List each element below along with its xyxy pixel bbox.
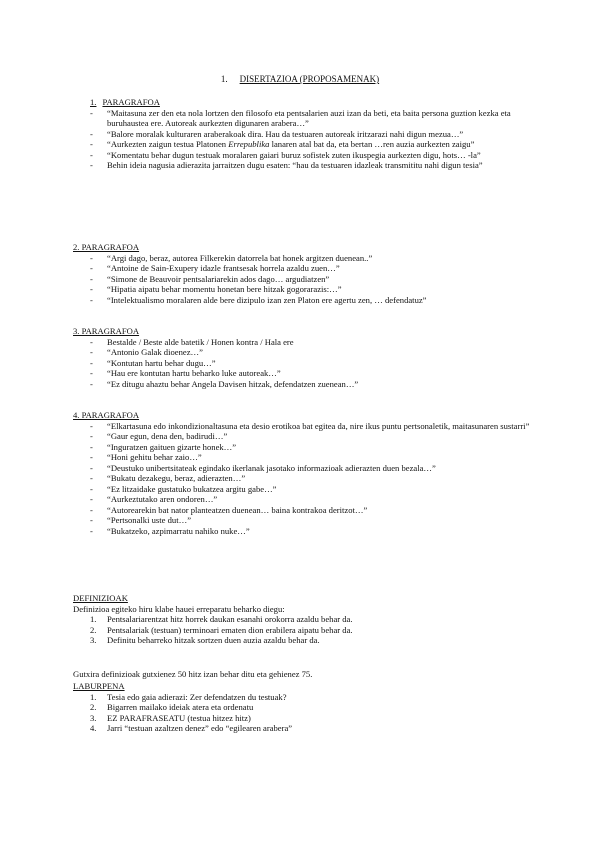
list-item — [73, 139, 543, 150]
section-paragraph-3 — [73, 326, 543, 389]
item-number: 3. — [90, 712, 97, 723]
item-text: Pentsalariak (testuan) terminoari ematen dion erabilera aipatu behar da. — [107, 624, 353, 635]
section-summary — [73, 681, 543, 734]
list-item: - “Elkartasuna edo inkondizionaltasuna eta desio erotikoa bat egitea da, nire ikus puntu pertsonaletik, maitasunaren sustarri” — [73, 421, 543, 432]
list-item: - “Deustuko unibertsitateak egindako ikerlanak jasotako informazioak adierazten duen bezala…” — [73, 463, 543, 474]
title-number: 1. — [220, 74, 228, 84]
list-item: - “Hipatia aipatu behar momentu honetan bere hitzak gogorarazis:…” — [73, 284, 543, 295]
list-item: - “Antoine de Sain-Exupery idazle frantsesak horrela azaldu zuen…” — [73, 263, 543, 274]
list-item — [73, 635, 543, 646]
document-title — [0, 74, 600, 85]
list-item: - “Hau ere kontutan hartu beharko luke autoreak…” — [73, 368, 543, 379]
section-2-list — [73, 253, 543, 306]
summary-list — [73, 692, 543, 734]
item-text: Bigarren mailako ideiak atera eta ordenatu — [107, 702, 254, 712]
list-item: - “Gaur egun, dena den, badirudi…” — [73, 431, 543, 442]
section-paragraph-2 — [73, 242, 543, 305]
item-text: Tesia edo gaia adierazi: Zer defendatzen du testuak? — [107, 691, 287, 702]
item-text: Definitu beharreko hitzak sortzen duen auzia azaldu behar da. — [107, 635, 320, 645]
section-1-number: 1. — [90, 97, 97, 107]
list-item: - “Kontutan hartu behar dugu…” — [73, 358, 543, 369]
list-item — [73, 692, 543, 703]
list-item: - “Komentatu behar dugun testuak moralaren gaiari buruz sofistek zuten ikuspegia aurkezten digu, hots… -la” — [73, 150, 543, 161]
list-item: - “Intelektualismo moralaren alde bere dizipulo izan zen Platon ere agertu zen, … defendatuz” — [73, 295, 543, 306]
list-item: - “Inguratzen gaituen gizarte honek…” — [73, 442, 543, 453]
list-item-text: “Aurkezten zaigun testua Platonen — [107, 139, 227, 149]
section-1-list — [73, 108, 543, 171]
item-number: 1. — [90, 614, 97, 624]
item-number: 4. — [90, 723, 97, 733]
item-number: 1. — [90, 691, 97, 702]
list-item: - “Simone de Beauvoir pentsalariarekin ados dago… argudiatzen” — [73, 274, 543, 285]
item-number: 2. — [90, 702, 97, 712]
item-text: Pentsalariarentzat hitz horrek daukan esanahi orokorra azaldu behar da. — [107, 614, 353, 624]
list-item: - “Ez ditugu ahaztu behar Angela Davisen hitzak, defendatzen zuenean…” — [73, 379, 543, 390]
section-paragraph-1 — [73, 97, 543, 171]
book-title: Errepublika — [228, 139, 270, 149]
summary-heading: LABURPENA — [73, 681, 125, 691]
list-item: - Bestalde / Beste alde batetik / Honen kontra / Hala ere — [73, 337, 543, 348]
section-4-list — [73, 421, 543, 537]
item-number: 2. — [90, 624, 97, 635]
list-item — [73, 702, 543, 713]
list-item: - “Bukatu dezakegu, beraz, adierazten…” — [73, 473, 543, 484]
list-item-text-rest: lanaren atal bat da, eta bertan …ren auzia aurkezten zaigu” — [269, 139, 475, 149]
item-text: Jarri “testuan azaltzen denez” edo “egilearen arabera” — [107, 723, 293, 733]
list-item — [73, 723, 543, 734]
list-item — [73, 625, 543, 636]
title-text: DISERTAZIOA (PROPOSAMENAK) — [239, 74, 380, 84]
definitions-intro: Definizioa egiteko hiru klabe hauei erreparatu beharko diegu: — [73, 603, 285, 614]
definitions-note: Gutxira definizioak gutxienez 50 hitz izan behar ditu eta gehienez 75. — [73, 669, 313, 679]
list-item: - “Antonio Galak dioenez…” — [73, 347, 543, 358]
list-item: - “Aurkeztutako aren ondoren…” — [73, 494, 543, 505]
definitions-heading: DEFINIZIOAK — [73, 593, 128, 603]
list-item: - “Ez litzaidake gustatuko bukatzea argitu gabe…” — [73, 484, 543, 495]
list-item: - “Argi dago, beraz, autorea Filkerekin datorrela bat honek argitzen duenean..” — [73, 253, 543, 264]
item-text: EZ PARAFRASEATU (testua hitzez hitz) — [107, 712, 251, 723]
list-item: - “Maitasuna zer den eta nola lortzen den filosofo eta pentsalarien auzi izan da beti, eta baita persona guztion kezka eta buruhausteа ere. Autoreak aurkezten digunaren arabera…” — [73, 108, 543, 129]
list-item — [73, 713, 543, 724]
list-item: - “Pertsonalki uste dut…” — [73, 515, 543, 526]
section-1-heading-text: PARAGRAFOA — [102, 97, 160, 107]
list-item: - “Autorearekin bat nator planteatzen duenean… baina kontrakoa deritzot…” — [73, 505, 543, 516]
list-item: - Behin ideia nagusia adierazita jarraitzen dugu esaten: “hau da testuaren idazleak transmititu nahi digun tesia” — [73, 160, 543, 171]
item-number: 3. — [90, 635, 97, 645]
list-item — [73, 614, 543, 625]
section-definitions — [73, 593, 543, 646]
section-4-heading: 4. PARAGRAFOA — [73, 410, 140, 420]
section-paragraph-4 — [73, 410, 543, 536]
list-item: - “Balore moralak kulturaren araberakoak dira. Hau da testuaren autoreak iritzarazi nahi digun mezua…” — [73, 129, 543, 140]
list-item: - “Bukatzeko, azpimarratu nahiko nuke…” — [73, 526, 543, 537]
section-1-heading — [73, 97, 543, 108]
definitions-list — [73, 614, 543, 646]
section-3-heading: 3. PARAGRAFOA — [73, 326, 140, 336]
section-3-list — [73, 337, 543, 390]
list-item: - “Honi gehitu behar zaio…” — [73, 452, 543, 463]
section-2-heading: 2. PARAGRAFOA — [73, 242, 140, 252]
